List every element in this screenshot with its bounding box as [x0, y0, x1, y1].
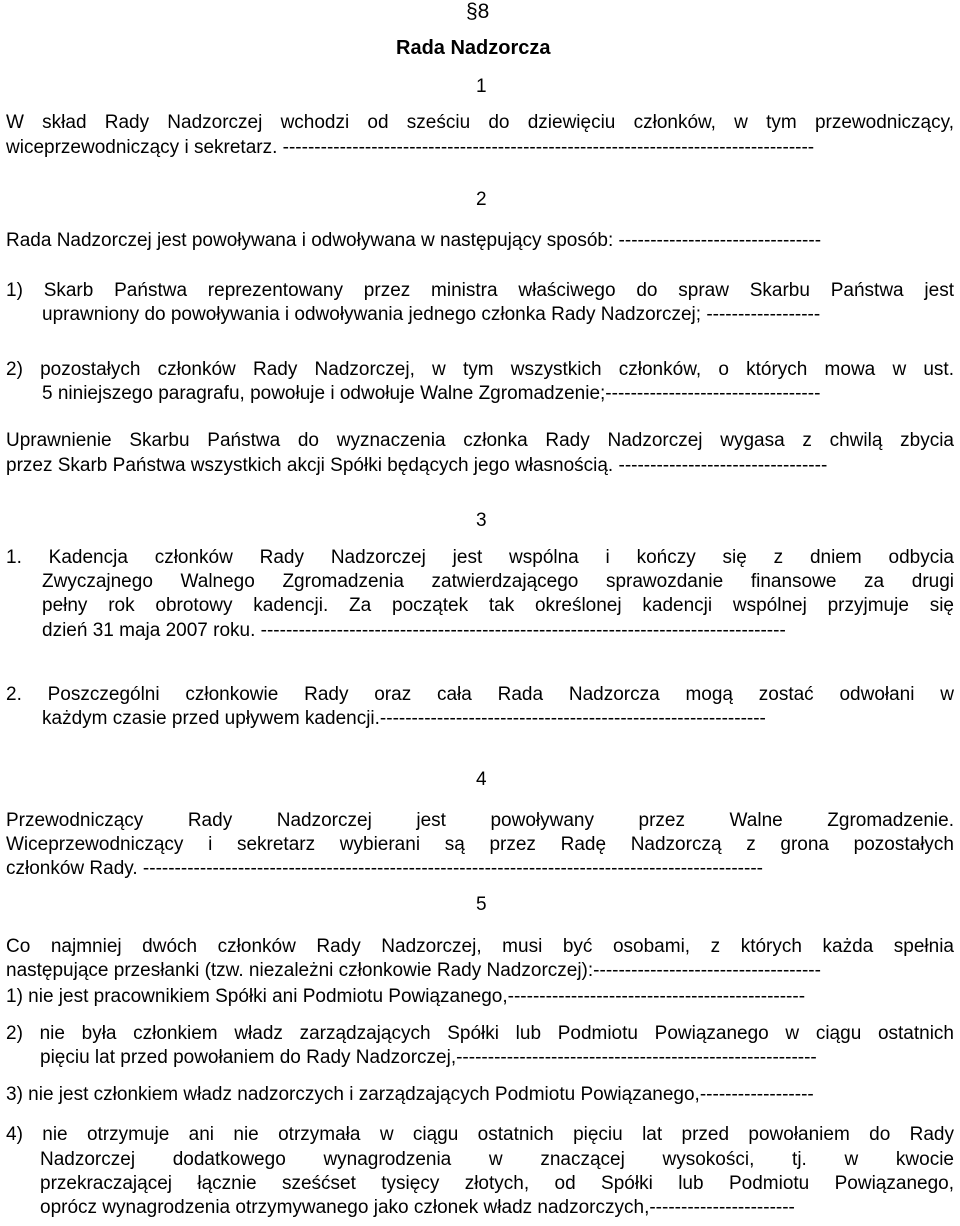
ustep-5-condition-4: 4) nie otrzymuje ani nie otrzymała w ciągu ostatnich pięciu lat przed powołaniem do Rady — [6, 1124, 954, 1145]
paragraph-sign: §8 — [466, 0, 490, 23]
ustep-2-item-1: 1) Skarb Państwa reprezentowany przez ministra właściwego do spraw Skarbu Państwa jest — [6, 280, 954, 301]
ustep-4-line: członków Rady. -------------------------------------------------------------------------------------------------- — [6, 858, 763, 879]
ustep-2-intro: Rada Nadzorczej jest powoływana i odwoływana w następujący sposób: -------------------------------- — [6, 230, 822, 251]
ustep-2-item-2-cont: 5 niniejszego paragrafu, powołuje i odwołuje Walne Zgromadzenie;---------------------------------- — [42, 383, 821, 404]
ustep-4-number: 4 — [476, 769, 487, 790]
ustep-5-condition-2-cont: pięciu lat przed powołaniem do Rady Nadzorczej,--------------------------------------------------------- — [40, 1047, 817, 1068]
ustep-5-number: 5 — [476, 894, 487, 915]
ustep-3-point-1-cont: dzień 31 maja 2007 roku. ----------------------------------------------------------------------------------- — [42, 620, 786, 641]
ustep-1-number: 1 — [476, 76, 487, 97]
ustep-5-condition-4-cont: przekraczającej łącznie sześćset tysięcy złotych, od Spółki lub Podmiotu Powiązanego, — [40, 1173, 954, 1194]
ustep-2-item-1-cont: uprawniony do powoływania i odwoływania jednego członka Rady Nadzorczej; ------------------ — [42, 304, 821, 325]
ustep-2-number: 2 — [476, 189, 487, 210]
ustep-5-condition-4-cont: oprócz wynagrodzenia otrzymywanego jako członek władz nadzorczych,----------------------- — [40, 1197, 795, 1218]
ustep-4-line: Wiceprzewodniczący i sekretarz wybierani są przez Radę Nadzorczą z grona pozostałych — [6, 834, 954, 855]
ustep-3-point-1-cont: pełny rok obrotowy kadencji. Za początek tak określonej kadencji wspólnej przyjmuje się — [42, 595, 954, 616]
ustep-2-item-2: 2) pozostałych członków Rady Nadzorczej, w tym wszystkich członków, o których mowa w ust. — [6, 359, 954, 380]
ustep-5-intro: Co najmniej dwóch członków Rady Nadzorczej, musi być osobami, z których każda spełnia — [6, 936, 954, 957]
ustep-5-condition-1: 1) nie jest pracownikiem Spółki ani Podmiotu Powiązanego,----------------------------------------------- — [6, 986, 806, 1007]
ustep-3-point-1: 1. Kadencja członków Rady Nadzorczej jest wspólna i kończy się z dniem odbycia — [6, 547, 954, 568]
section-title: Rada Nadzorcza — [396, 37, 551, 59]
ustep-5-condition-2: 2) nie była członkiem władz zarządzających Spółki lub Podmiotu Powiązanego w ciągu ostatnich — [6, 1023, 954, 1044]
ustep-3-point-1-cont: Zwyczajnego Walnego Zgromadzenia zatwierdzającego sprawozdanie finansowe za drugi — [42, 571, 954, 592]
ustep-4-line: Przewodniczący Rady Nadzorczej jest powoływany przez Walne Zgromadzenie. — [6, 810, 954, 831]
ustep-2-closing-cont: przez Skarb Państwa wszystkich akcji Spółki będących jego własnością. --------------------------------- — [6, 455, 828, 476]
ustep-1-line: W skład Rady Nadzorczej wchodzi od sześciu do dziewięciu członków, w tym przewodniczący, — [6, 112, 954, 133]
ustep-3-number: 3 — [476, 510, 487, 531]
ustep-5-condition-4-cont: Nadzorczej dodatkowego wynagrodzenia w znaczącej wysokości, tj. w kwocie — [40, 1149, 954, 1170]
ustep-2-closing: Uprawnienie Skarbu Państwa do wyznaczenia członka Rady Nadzorczej wygasa z chwilą zbycia — [6, 430, 954, 451]
ustep-1-line: wiceprzewodniczący i sekretarz. ------------------------------------------------------------------------------------ — [6, 137, 815, 158]
ustep-3-point-2: 2. Poszczególni członkowie Rady oraz cała Rada Nadzorcza mogą zostać odwołani w — [6, 684, 954, 705]
ustep-5-condition-3: 3) nie jest członkiem władz nadzorczych i zarządzających Podmiotu Powiązanego,------------------ — [6, 1084, 814, 1105]
ustep-3-point-2-cont: każdym czasie przed upływem kadencji.------------------------------------------------------------- — [42, 708, 766, 729]
ustep-5-intro-cont: następujące przesłanki (tzw. niezależni członkowie Rady Nadzorczej):------------------------------------ — [6, 960, 821, 981]
